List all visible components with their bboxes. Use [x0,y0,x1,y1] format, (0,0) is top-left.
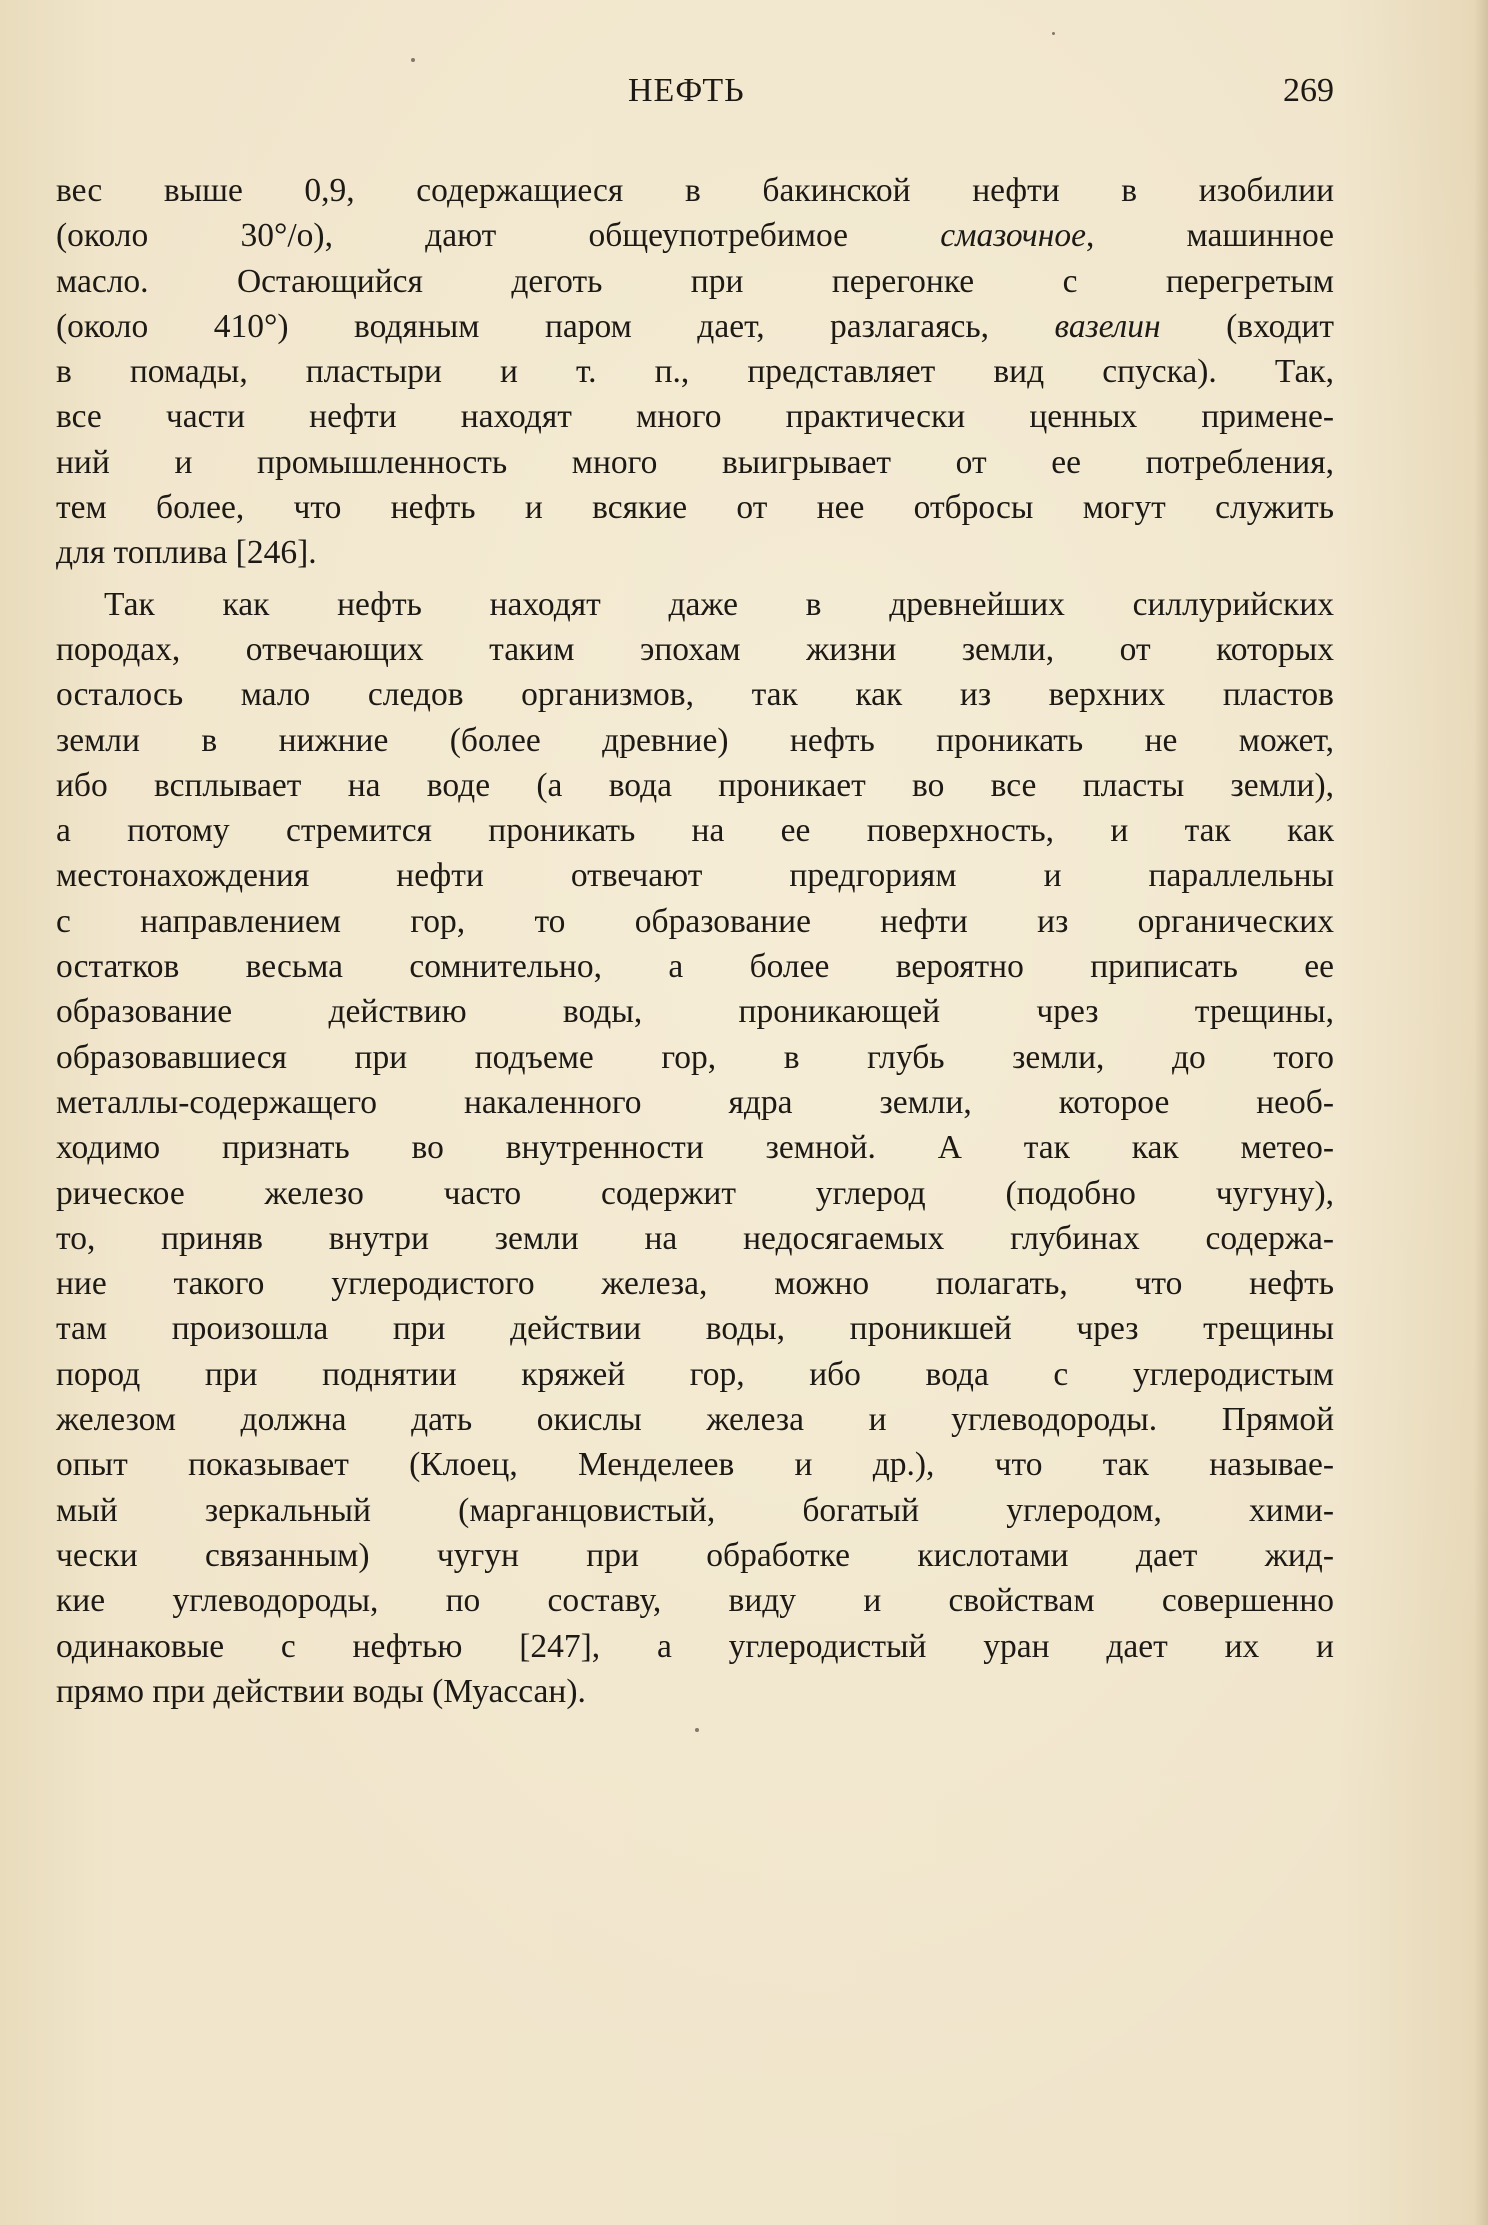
text-run: образование действию воды, проникающей чрез трещины, [56,993,1334,1031]
body-text [56,168,1334,1714]
text-line [56,394,1334,439]
text-line [56,213,1334,258]
paragraph [56,168,1334,576]
text-line [56,582,1334,627]
text-run: чески связанным) чугун при обработке кислотами дает жид- [56,1536,1334,1574]
text-line [56,1533,1334,1578]
text-run: породах, отвечающих таким эпохам жизни земли, от которых [56,630,1334,668]
text-run: а потому стремится проникать на ее поверхность, и так как [56,812,1334,850]
text-line [56,1352,1334,1397]
text-line [56,808,1334,853]
text-line [56,1171,1334,1216]
text-run: металлы-содержащего накаленного ядра земли, которое необ- [56,1083,1334,1121]
text-run: одинаковые с нефтью [247], а углеродистый уран дает их и [56,1627,1334,1665]
text-line [56,168,1334,213]
text-run: рическое железо часто содержит углерод (подобно чугуну), [56,1174,1334,1212]
text-run: ходимо признать во внутренности земной. А так как метео- [56,1129,1334,1167]
text-run: остатков весьма сомнительно, а более вероятно приписать ее [56,948,1334,986]
text-run: тем более, что нефть и всякие от нее отбросы могут служить [56,489,1334,527]
text-run: пород при поднятии кряжей гор, ибо вода с углеродистым [56,1355,1334,1393]
text-line [56,349,1334,394]
paragraph [56,582,1334,1714]
text-line [56,1035,1334,1080]
running-title: НЕФТЬ [628,72,745,109]
text-line [56,672,1334,717]
text-line [56,899,1334,944]
text-line [56,1624,1334,1669]
text-run: то, приняв внутри земли на недосягаемых глубинах содержа- [56,1219,1334,1257]
text-line [56,1125,1334,1170]
text-line [56,763,1334,808]
text-run: там произошла при действии воды, проникшей чрез трещины [56,1310,1334,1348]
text-line [56,1442,1334,1487]
italic-term: смазочное [940,217,1086,255]
text-line [56,944,1334,989]
text-line [56,1261,1334,1306]
page-edge-shadow [1474,0,1488,2225]
text-run: (входит [1160,307,1334,345]
paper-speck [1052,32,1055,35]
text-run: кие углеводороды, по составу, виду и свойствам совершенно [56,1582,1334,1620]
text-run: (около 30°/о), дают общеупотребимое [56,217,941,255]
text-line [56,1669,1334,1714]
text-line [56,989,1334,1034]
text-run: образовавшиеся при подъеме гор, в глубь земли, до того [56,1038,1334,1076]
text-line [56,1306,1334,1351]
text-line [56,440,1334,485]
text-run: земли в нижние (более древние) нефть проникать не может, [56,721,1334,759]
page-header [56,72,1334,122]
paper-speck [695,1728,699,1732]
text-run: мый зеркальный (марганцовистый, богатый углеродом, хими- [56,1491,1334,1529]
text-line [56,1397,1334,1442]
text-run: с направлением гор, то образование нефти из органических [56,902,1334,940]
text-run: опыт показывает (Клоец, Менделеев и др.), что так называе- [56,1446,1334,1484]
text-line [56,485,1334,530]
text-line [56,1080,1334,1125]
text-line [56,1488,1334,1533]
text-line [56,718,1334,763]
text-run: (около 410°) водяным паром дает, разлагаясь, [56,307,1055,345]
text-run: местонахождения нефти отвечают предгориям и параллельны [56,857,1334,895]
italic-term: вазелин [1054,307,1161,345]
text-line [56,627,1334,672]
text-line [56,1216,1334,1261]
text-run: прямо при действии воды (Муассан). [56,1672,586,1710]
text-run: масло. Остающийся деготь при перегонке с перегретым [56,262,1334,300]
text-line [56,304,1334,349]
text-run: ние такого углеродистого железа, можно полагать, что нефть [56,1265,1334,1303]
text-run: в помады, пластыри и т. п., представляет вид спуска). Так, [56,353,1334,391]
text-line [56,259,1334,304]
page-number: 269 [1283,72,1334,109]
text-run: ний и промышленность много выигрывает от ее потребления, [56,443,1334,481]
text-line [56,530,1334,575]
text-run: все части нефти находят много практически ценных примене- [56,398,1334,436]
paper-speck [411,58,415,62]
text-line [56,1578,1334,1623]
text-run: вес выше 0,9, содержащиеся в бакинской нефти в изобилии [56,172,1334,209]
text-run: Так как нефть находят даже в древнейших силлурийских [104,585,1334,623]
text-run: ибо всплывает на воде (а вода проникает во все пласты земли), [56,766,1334,804]
text-line [56,853,1334,898]
text-run: железом должна дать окислы железа и углеводороды. Прямой [56,1401,1334,1439]
text-run: , машинное [1085,217,1335,255]
text-run: для топлива [246]. [56,534,317,572]
text-run: осталось мало следов организмов, так как из верхних пластов [56,676,1334,714]
